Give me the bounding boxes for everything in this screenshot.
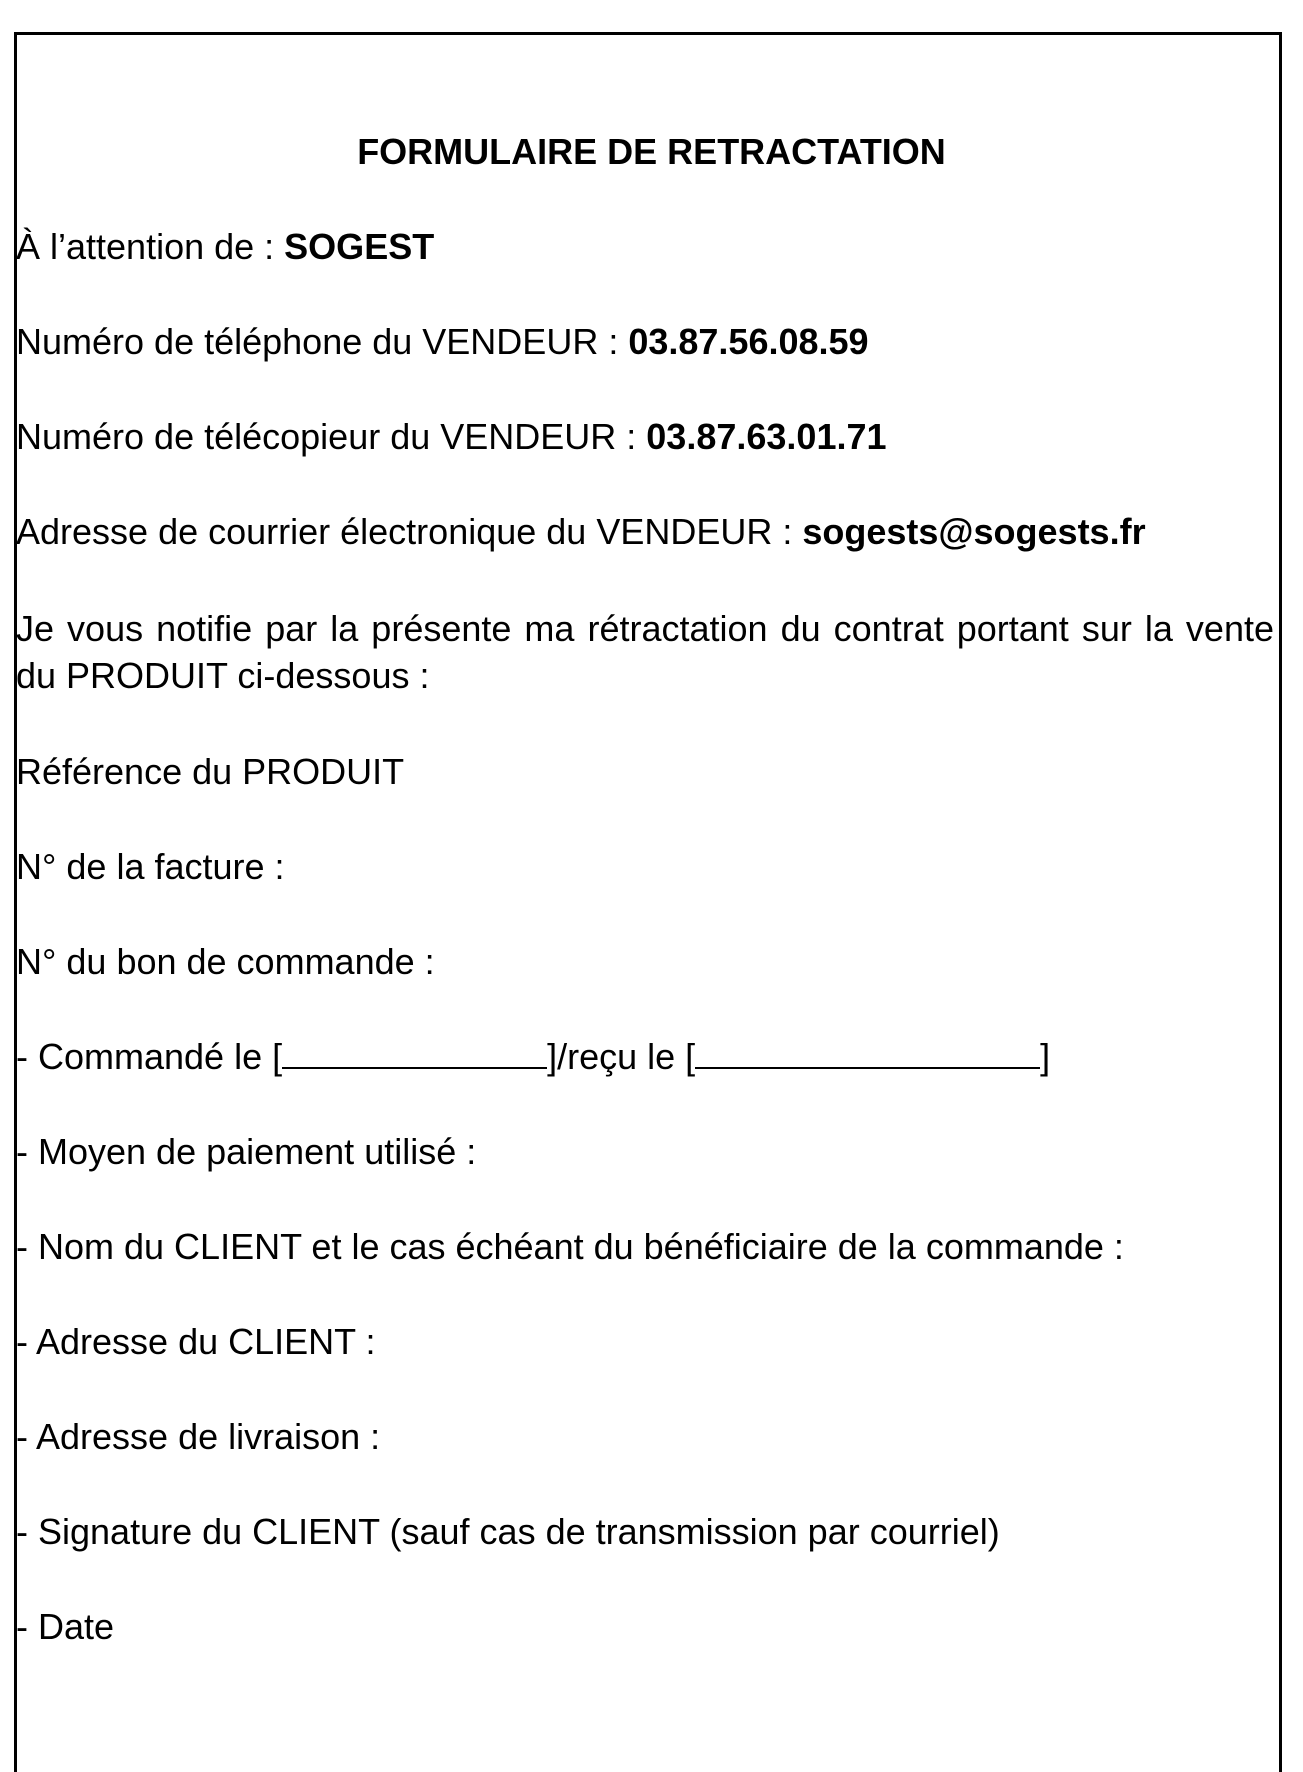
received-label: ]/reçu le [ [547,1036,696,1077]
fax-line [16,415,887,459]
attention-line [16,225,434,269]
email-label: Adresse de courrier électronique du VENDEUR : [16,511,803,552]
attention-label: À l’attention de : [16,226,285,267]
fax-label: Numéro de télécopieur du VENDEUR : [16,416,647,457]
email-value: sogests@sogests.fr [802,511,1146,552]
product-reference-label: Référence du PRODUIT [16,751,405,792]
email-line [16,510,1146,554]
client-signature-label: - Signature du CLIENT (sauf cas de transmission par courriel) [16,1511,1000,1552]
invoice-number-label: N° de la facture : [16,846,285,887]
date-label: - Date [16,1606,115,1647]
payment-method-label: - Moyen de paiement utilisé : [16,1131,477,1172]
order-dates-line [16,1035,1050,1079]
phone-value: 03.87.56.08.59 [628,321,869,362]
phone-label: Numéro de téléphone du VENDEUR : [16,321,629,362]
closing-bracket: ] [1040,1036,1051,1077]
ordered-label: - Commandé le [ [16,1036,283,1077]
fax-value: 03.87.63.01.71 [646,416,887,457]
ordered-date-blank[interactable] [282,1037,547,1069]
form-title: FORMULAIRE DE RETRACTATION [357,131,946,172]
client-address-label: - Adresse du CLIENT : [16,1321,376,1362]
received-date-blank[interactable] [695,1037,1040,1069]
attention-value: SOGEST [284,226,435,267]
delivery-address-label: - Adresse de livraison : [16,1416,381,1457]
phone-line [16,320,869,364]
client-name-label: - Nom du CLIENT et le cas échéant du bénéficiaire de la commande : [16,1226,1124,1267]
notification-paragraph: Je vous notifie par la présente ma rétractation du contrat portant sur la vente du PRODUIT ci-dessous : [16,608,1274,696]
order-number-label: N° du bon de commande : [16,941,435,982]
